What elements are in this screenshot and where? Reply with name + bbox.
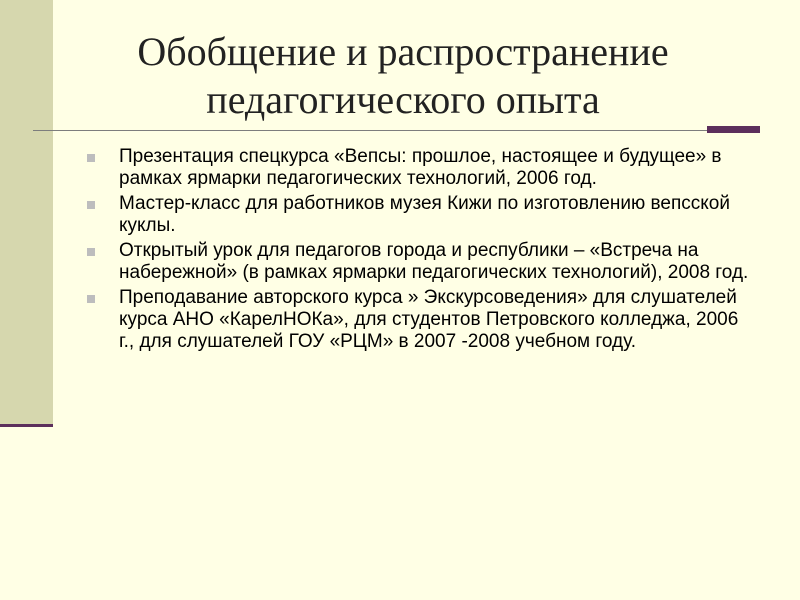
bullet-text: Преподавание авторского курса » Экскурсоведения» для слушателей курса АНО «КарелНОКа», для студентов Петровского колледжа, 2006 г., для слушателей ГОУ «РЦМ» в 2007 -2008 учебном году. <box>119 287 739 352</box>
bullet-text: Презентация спецкурса «Вепсы: прошлое, настоящее и будущее» в рамках ярмарки педагогических технологий, 2006 год. <box>119 146 722 189</box>
left-band-accent-line <box>0 424 53 427</box>
bullet-item-3 <box>85 240 755 284</box>
bullet-item-1 <box>85 146 755 190</box>
square-bullet-icon <box>87 248 95 256</box>
bullet-item-2 <box>85 193 755 237</box>
title-divider-accent <box>707 126 760 133</box>
title-divider <box>33 130 760 131</box>
square-bullet-icon <box>87 295 95 303</box>
bullet-item-4 <box>85 287 755 353</box>
square-bullet-icon <box>87 154 95 162</box>
bullet-text: Мастер-класс для работников музея Кижи по изготовлению вепсской куклы. <box>119 193 730 236</box>
square-bullet-icon <box>87 201 95 209</box>
slide-title: Обобщение и распространение педагогического опыта <box>137 29 669 122</box>
bullet-text: Открытый урок для педагогов города и республики – «Встреча на набережной» (в рамках ярмарки педагогических технологий), 2008 год. <box>119 240 749 283</box>
left-decorative-band <box>0 0 53 424</box>
bullet-list <box>85 146 755 356</box>
